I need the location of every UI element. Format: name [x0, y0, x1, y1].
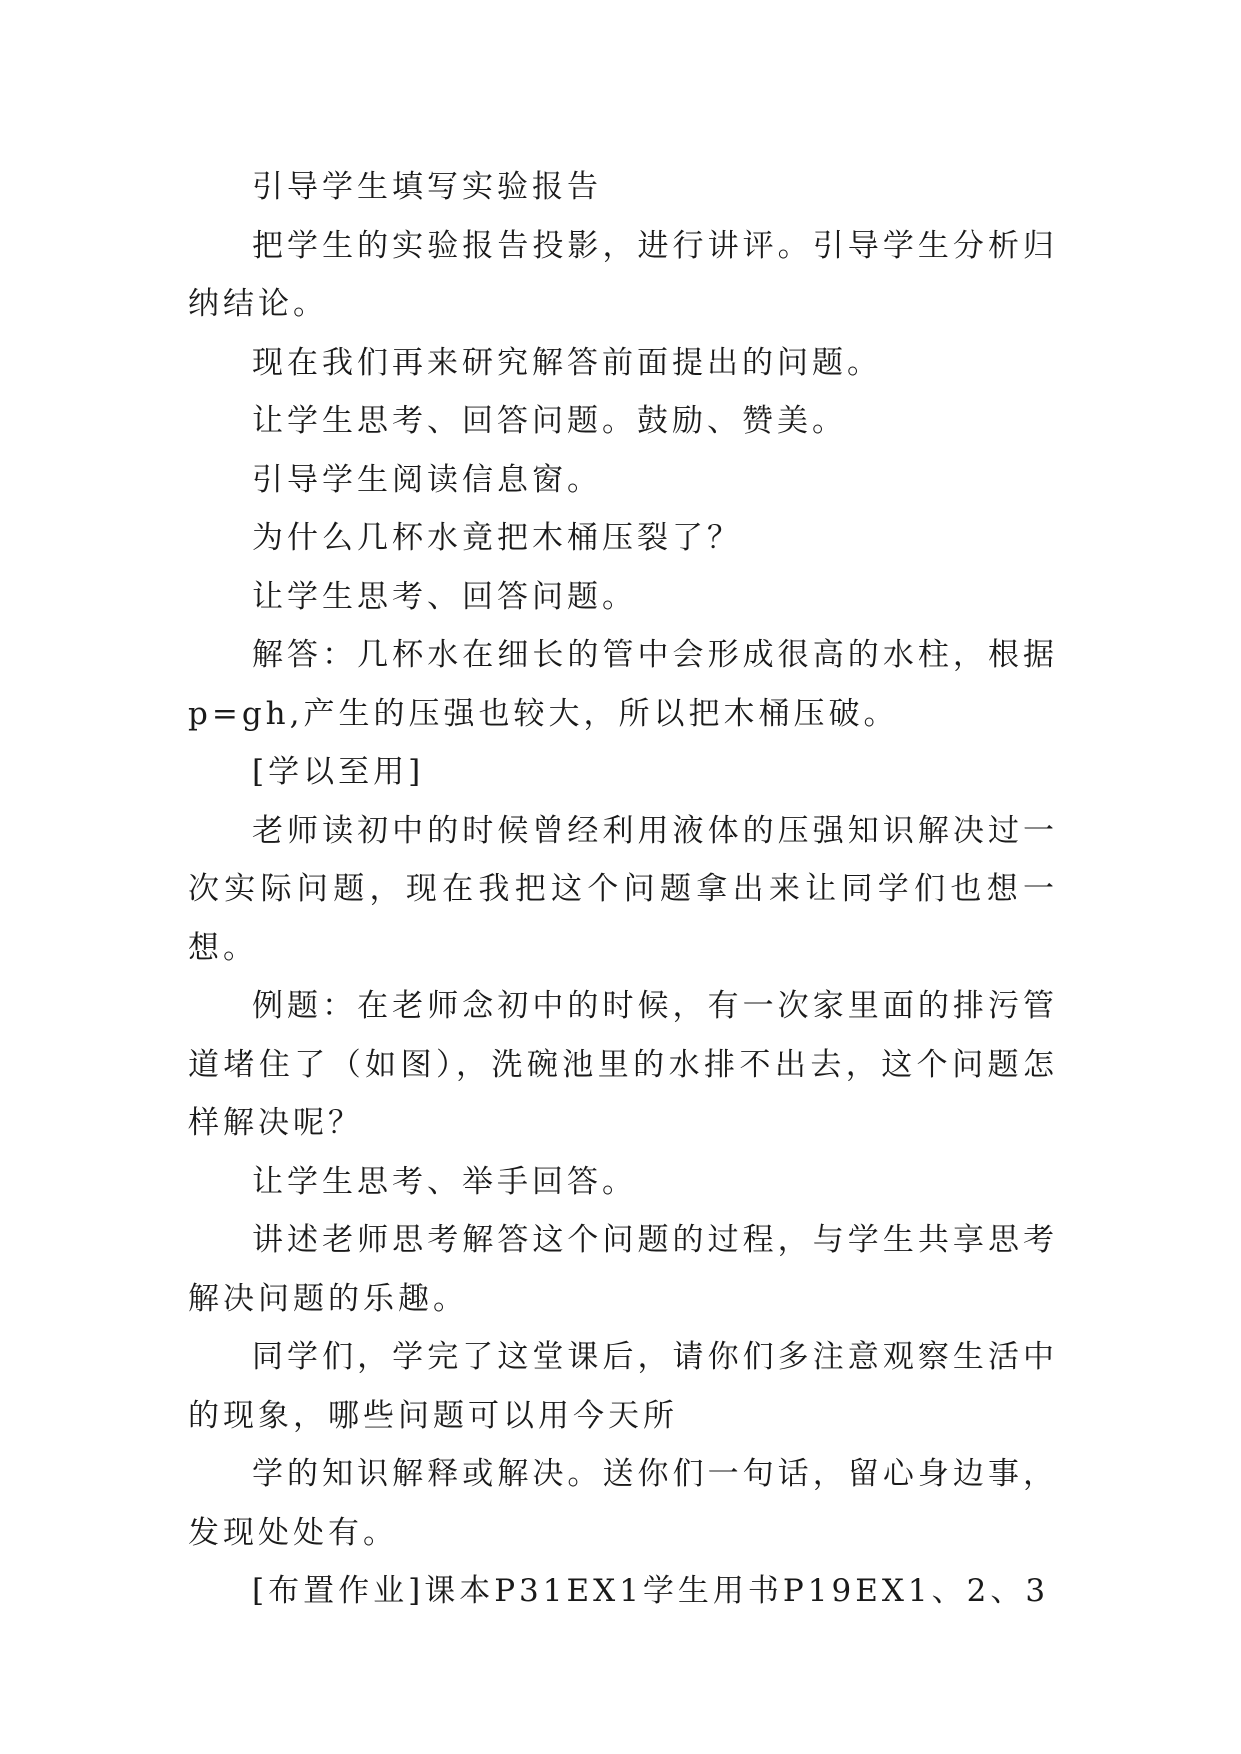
example-paragraph: 例题：在老师念初中的时候，有一次家里面的排污管道堵住了（如图），洗碗池里的水排不出去，这个问题怎样解决呢？	[188, 988, 1058, 1141]
paragraph: 学的知识解释或解决。送你们一句话，留心身边事，发现处处有。	[188, 1456, 1058, 1551]
paragraph: 把学生的实验报告投影，进行讲评。引导学生分析归纳结论。	[188, 227, 1058, 322]
paragraph: 为什么几杯水竟把木桶压裂了？	[252, 520, 742, 556]
paragraph: 老师读初中的时候曾经利用液体的压强知识解决过一次实际问题，现在我把这个问题拿出来让同学们也想一想。	[188, 812, 1058, 966]
paragraph: 讲述老师思考解答这个问题的过程，与学生共享思考解决问题的乐趣。	[188, 1222, 1058, 1317]
section-heading: [学以至用]	[252, 754, 425, 790]
homework-paragraph: [布置作业]课本P31EX1学生用书P19EX1、2、3	[252, 1573, 1050, 1609]
paragraph: 让学生思考、回答问题。	[252, 578, 637, 615]
paragraph: 现在我们再来研究解答前面提出的问题。	[252, 344, 882, 381]
paragraph: 同学们，学完了这堂课后，请你们多注意观察生活中的现象，哪些问题可以用今天所	[188, 1339, 1058, 1434]
paragraph: 让学生思考、回答问题。鼓励、赞美。	[252, 403, 847, 439]
paragraph: 引导学生阅读信息窗。	[252, 461, 602, 498]
paragraph: 引导学生填写实验报告	[252, 169, 602, 205]
paragraph: 解答：几杯水在细长的管中会形成很高的水柱，根据p=gh,产生的压强也较大，所以把木桶压破。	[188, 637, 1058, 732]
document-body	[188, 158, 1058, 1621]
paragraph: 让学生思考、举手回答。	[252, 1163, 637, 1200]
